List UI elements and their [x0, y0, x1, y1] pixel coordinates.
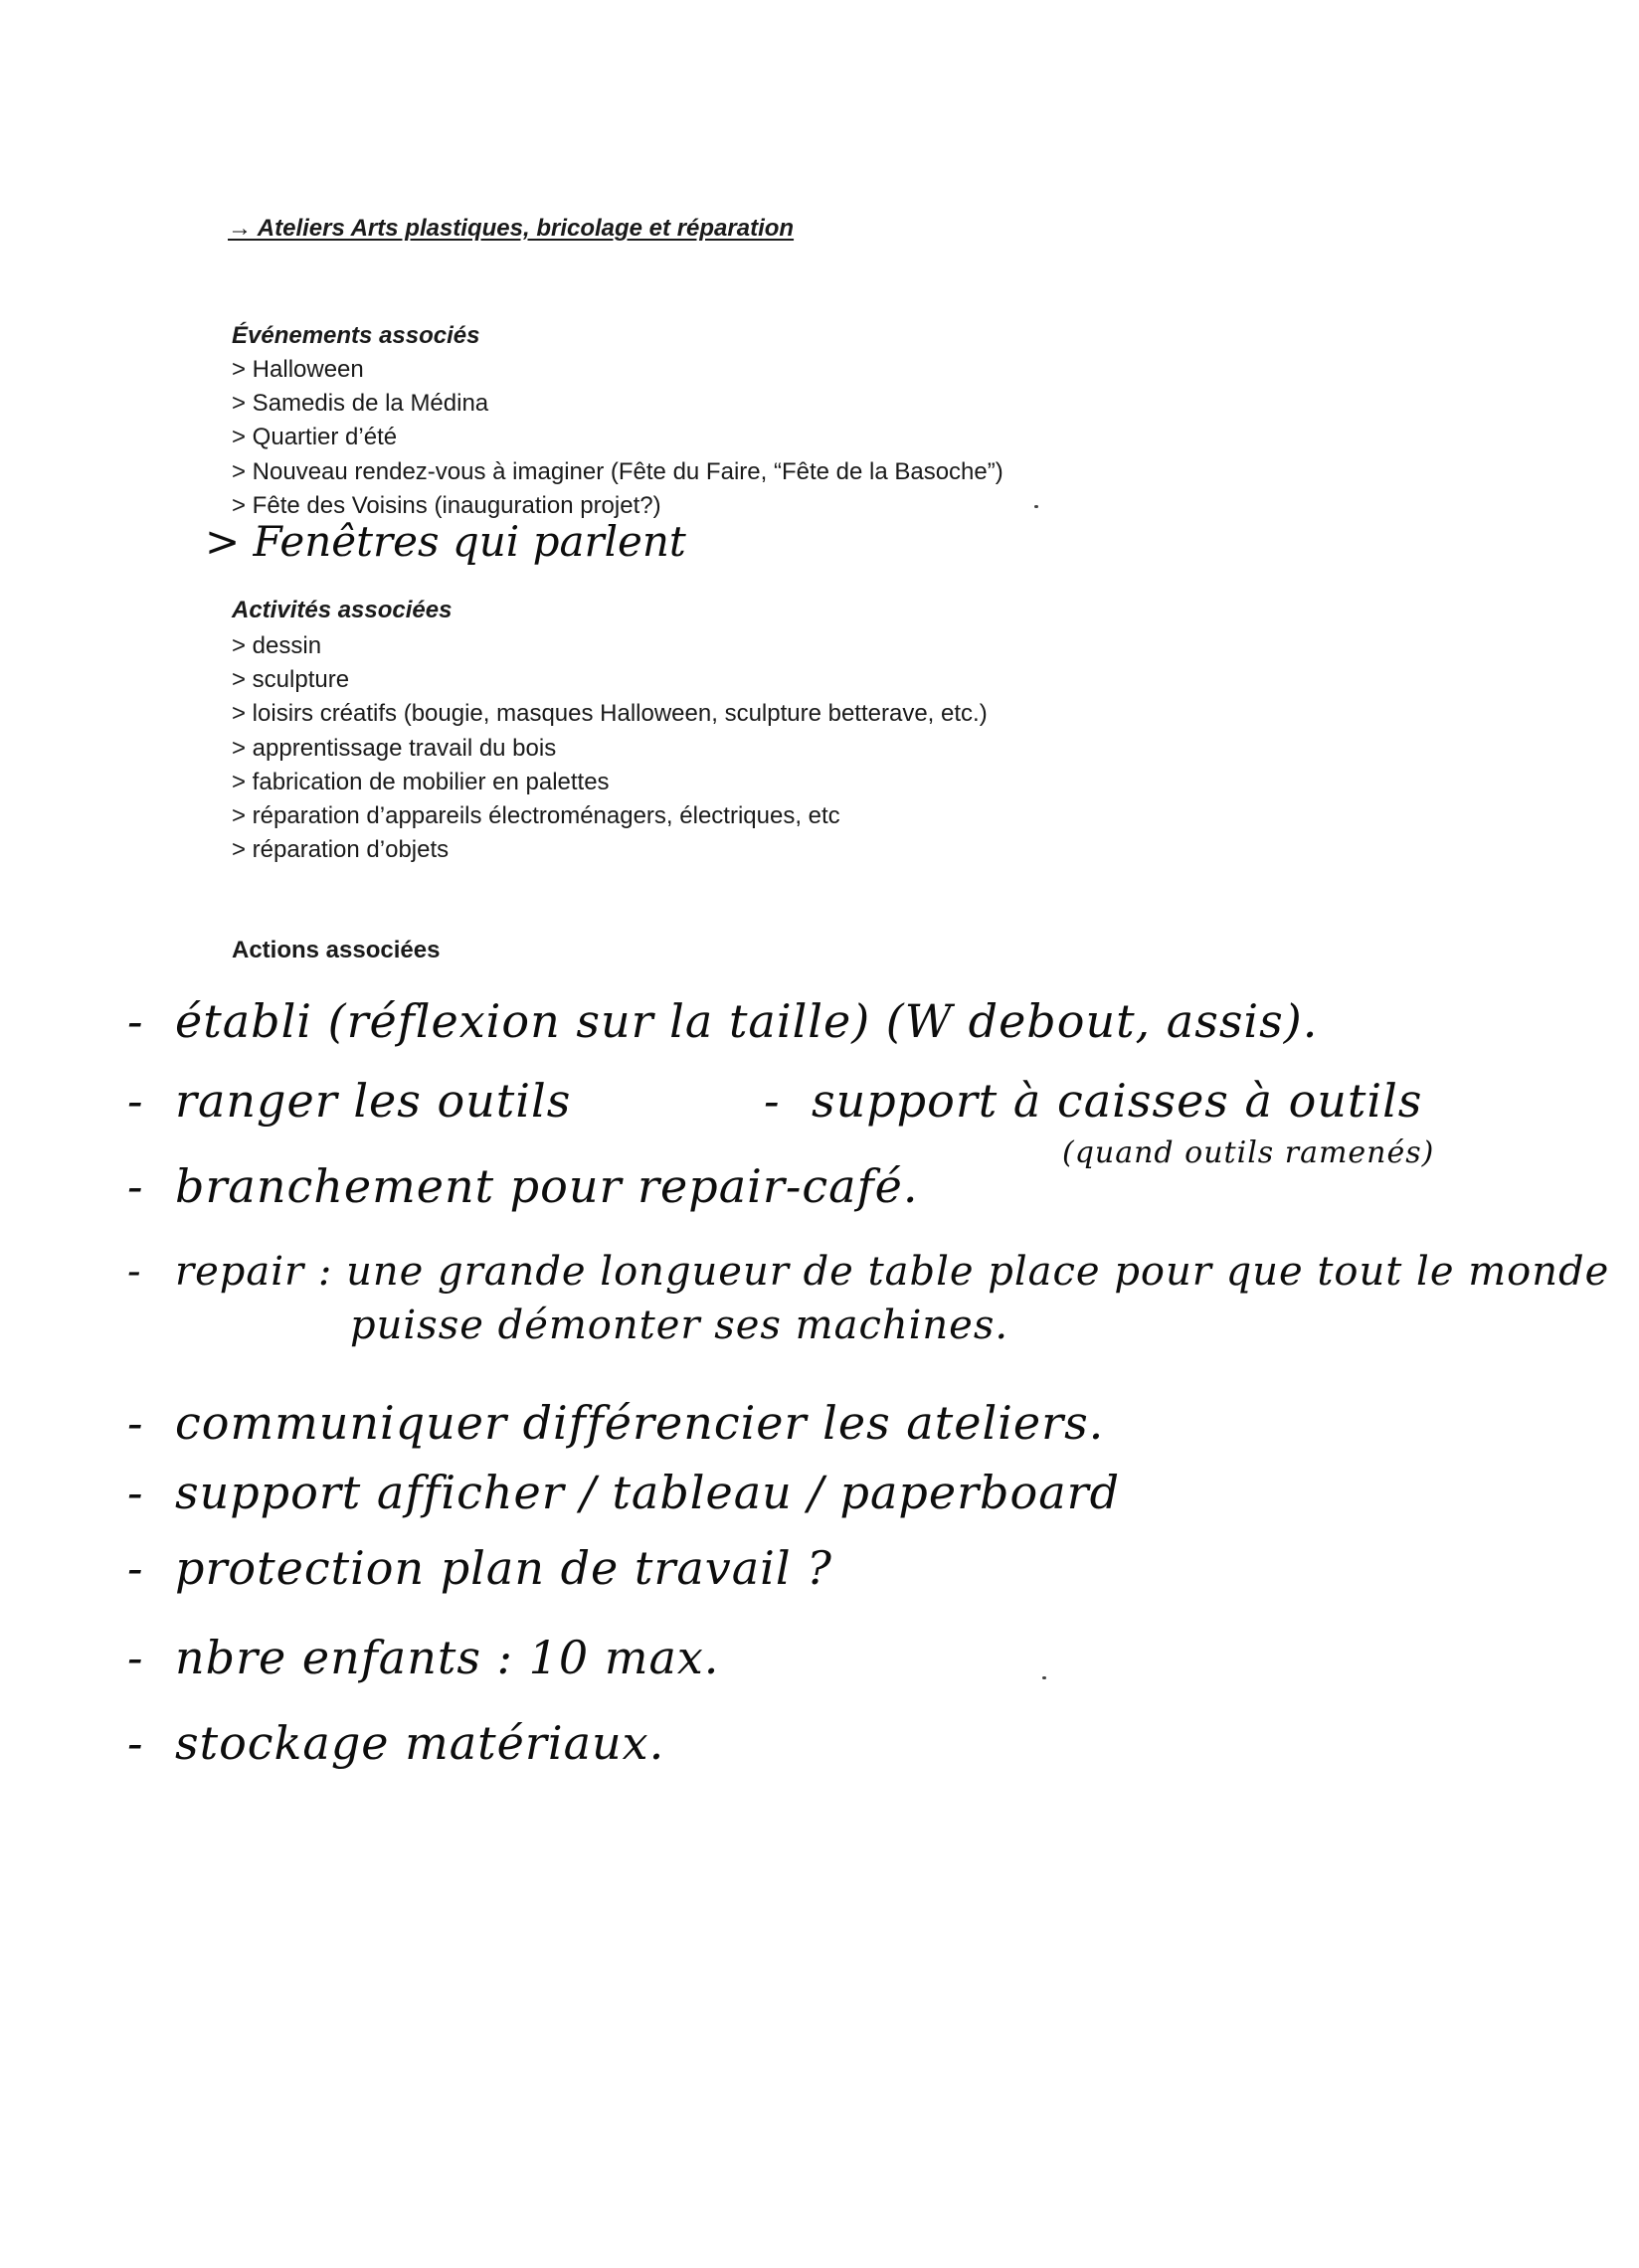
- note-text: (quand outils ramenés): [1062, 1135, 1435, 1170]
- note-text: repair : une grande longueur de table place pour que tout le monde: [175, 1249, 1610, 1295]
- scan-speck: [1042, 1676, 1046, 1679]
- list-item: > fabrication de mobilier en palettes: [232, 768, 610, 795]
- activities-heading: Activités associées: [232, 597, 453, 623]
- handwritten-note: - support à caisses à outils: [764, 1074, 1423, 1128]
- document-title: → Ateliers Arts plastiques, bricolage et réparation: [228, 215, 795, 242]
- activities-list: [232, 629, 988, 867]
- list-item: > Samedis de la Médina: [232, 390, 489, 418]
- handwritten-note: - support afficher / tableau / paperboard: [127, 1466, 1121, 1519]
- list-item: > sculpture: [232, 666, 350, 694]
- note-text: support à caisses à outils: [812, 1074, 1423, 1128]
- handwritten-note: - branchement pour repair-café.: [127, 1159, 919, 1213]
- note-text: établi (réflexion sur la taille) (W debout, assis).: [175, 994, 1319, 1048]
- list-item: > Quartier d’été: [232, 424, 398, 451]
- events-list: [232, 353, 1003, 523]
- list-item: > Fête des Voisins (inauguration projet?): [232, 491, 661, 519]
- note-text: puisse démonter ses machines.: [350, 1303, 1009, 1348]
- note-text: branchement pour repair-café.: [175, 1159, 919, 1213]
- note-text: stockage matériaux.: [175, 1716, 665, 1770]
- handwritten-note: - nbre enfants : 10 max.: [127, 1631, 720, 1684]
- scan-speck: [1034, 505, 1038, 508]
- events-heading: Événements associés: [232, 322, 480, 349]
- handwritten-note: - protection plan de travail ?: [127, 1541, 832, 1595]
- handwritten-note: [350, 1303, 1008, 1348]
- handwritten-note: - communiquer différencier les ateliers.: [127, 1396, 1105, 1450]
- list-item: > apprentissage travail du bois: [232, 734, 557, 762]
- note-text: nbre enfants : 10 max.: [175, 1631, 720, 1684]
- handwritten-note: - ranger les outils: [127, 1074, 572, 1128]
- handwritten-note: - stockage matériaux.: [127, 1716, 665, 1770]
- list-item: > réparation d’appareils électroménagers, électriques, etc: [232, 802, 840, 830]
- handwritten-note: - repair : une grande longueur de table place pour que tout le monde: [127, 1249, 1610, 1295]
- list-item: > dessin: [232, 632, 322, 659]
- note-text: support afficher / tableau / paperboard: [175, 1466, 1121, 1519]
- note-text: protection plan de travail ?: [175, 1541, 832, 1595]
- handwritten-note: [1062, 1135, 1434, 1170]
- note-text: ranger les outils: [175, 1074, 572, 1128]
- list-item: > Halloween: [232, 356, 364, 383]
- actions-heading: Actions associées: [232, 937, 441, 963]
- handwritten-event-addition: > Fenêtres qui parlent: [205, 517, 686, 566]
- list-item: > réparation d’objets: [232, 836, 450, 864]
- list-item: > loisirs créatifs (bougie, masques Halloween, sculpture betterave, etc.): [232, 700, 988, 728]
- note-text: communiquer différencier les ateliers.: [175, 1396, 1105, 1450]
- list-item: > Nouveau rendez-vous à imaginer (Fête du Faire, “Fête de la Basoche”): [232, 457, 1003, 485]
- handwritten-note: - établi (réflexion sur la taille) (W debout, assis).: [127, 994, 1319, 1048]
